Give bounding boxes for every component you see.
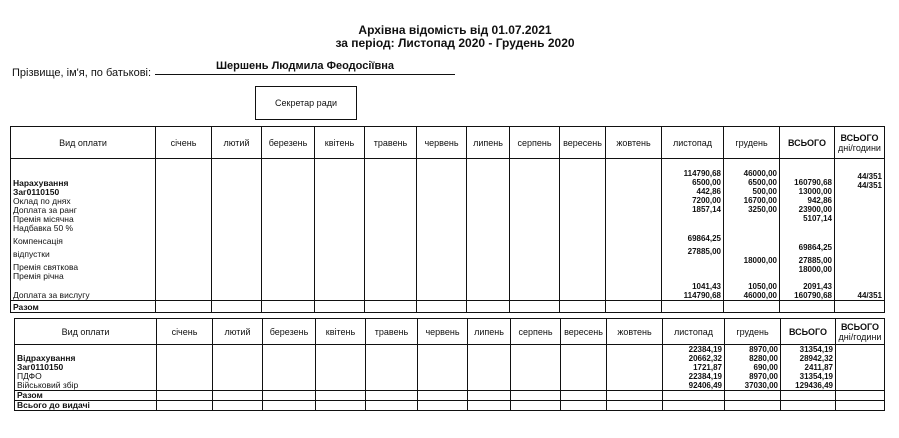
- empty-cell: [316, 401, 366, 411]
- empty-cell: [510, 301, 560, 313]
- empty-cell: [781, 391, 836, 401]
- accrual-nov-value: 442,86: [696, 187, 721, 196]
- accrual-nov-value: 1857,14: [692, 205, 721, 214]
- empty-cell: [560, 159, 606, 301]
- deduction-label: Військовий збір: [17, 380, 79, 390]
- empty-cell: [316, 391, 366, 401]
- accruals-header-row: [11, 127, 885, 159]
- col-header-sep: вересень: [561, 319, 607, 345]
- col-header-nov: листопад: [663, 319, 725, 345]
- deduction-total-value: 31354,19: [799, 345, 833, 354]
- accrual-nov-value: 69864,25: [687, 234, 721, 243]
- empty-cell: [511, 401, 561, 411]
- accrual-label: Премія місячна: [13, 214, 74, 224]
- empty-cell: [263, 401, 316, 411]
- deductions-table: [14, 318, 885, 411]
- accrual-label: відпустки: [13, 249, 50, 259]
- empty-cell: [212, 301, 262, 313]
- accrual-total-value: 18000,00: [798, 265, 832, 274]
- empty-cell: [365, 159, 417, 301]
- deductions-sum-row: [15, 391, 885, 401]
- col-header-feb: лютий: [212, 127, 262, 159]
- empty-cell: [262, 301, 315, 313]
- empty-cell: [315, 159, 365, 301]
- accrual-total-value: 2091,43: [803, 282, 832, 291]
- empty-cell: [213, 391, 263, 401]
- empty-cell: [366, 345, 418, 391]
- empty-cell: [156, 301, 212, 313]
- empty-cell: [607, 401, 663, 411]
- deduction-total-value: 129436,49: [795, 381, 833, 390]
- empty-cell: [212, 159, 262, 301]
- col-header-oct: жовтень: [606, 127, 662, 159]
- col-header-jan: січень: [157, 319, 213, 345]
- col-header-sep: вересень: [560, 127, 606, 159]
- accrual-total-cell: [780, 159, 835, 301]
- empty-cell: [467, 301, 510, 313]
- empty-cell: [511, 345, 561, 391]
- accrual-nov-cell: [662, 159, 724, 301]
- accruals-table: [10, 126, 885, 313]
- accrual-label: Доплата за вислугу: [13, 290, 90, 300]
- net-pay-row: [15, 401, 885, 411]
- col-header-nov: листопад: [662, 127, 724, 159]
- empty-cell: [365, 301, 417, 313]
- empty-cell: [511, 391, 561, 401]
- accrual-labels-cell: [11, 159, 156, 301]
- empty-cell: [606, 159, 662, 301]
- empty-cell: [263, 391, 316, 401]
- accrual-nov-value: 6500,00: [692, 178, 721, 187]
- col-header-total: ВСЬОГО: [781, 319, 836, 345]
- accrual-total-value: 27885,00: [798, 256, 832, 265]
- deduction-dec-cell: [725, 345, 781, 391]
- col-header-jun: червень: [418, 319, 468, 345]
- empty-cell: [157, 401, 213, 411]
- col-header-oct: жовтень: [607, 319, 663, 345]
- empty-cell: [417, 301, 467, 313]
- col-header-type: Вид оплати: [11, 127, 156, 159]
- accrual-days-value: 44/351: [857, 181, 882, 190]
- empty-cell: [836, 345, 885, 391]
- deduction-nov-value: 22384,19: [688, 345, 722, 354]
- deduction-label: Заг0110150: [17, 362, 64, 372]
- deduction-label: ПДФО: [17, 371, 42, 381]
- col-header-days-hours: [836, 319, 885, 345]
- col-header-jul: липень: [468, 319, 511, 345]
- deduction-dec-value: 8970,00: [749, 372, 778, 381]
- accrual-dec-value: 500,00: [752, 187, 777, 196]
- deduction-total-value: 2411,87: [804, 363, 833, 372]
- col-header-may: травень: [366, 319, 418, 345]
- empty-cell: [561, 401, 607, 411]
- empty-cell: [607, 391, 663, 401]
- accrual-dec-cell: [724, 159, 780, 301]
- empty-cell: [366, 391, 418, 401]
- col-header-apr: квітень: [316, 319, 366, 345]
- days-hours-line-2: дні/години: [838, 331, 882, 342]
- accrual-label: Надбавка 50 %: [13, 223, 74, 233]
- empty-cell: [468, 391, 511, 401]
- empty-cell: [836, 391, 885, 401]
- accrual-dec-value: 3250,00: [748, 205, 777, 214]
- accrual-label: Премія святкова: [13, 262, 79, 272]
- empty-cell: [560, 301, 606, 313]
- accrual-total-value: 160790,68: [794, 291, 832, 300]
- empty-cell: [468, 345, 511, 391]
- deduction-dec-value: 8970,00: [749, 345, 778, 354]
- deduction-nov-value: 1721,87: [693, 363, 722, 372]
- col-header-may: травень: [365, 127, 417, 159]
- position-label: Секретар ради: [275, 98, 337, 108]
- person-label: Прізвище, ім'я, по батькові:: [12, 67, 152, 79]
- deduction-nov-value: 92406,49: [688, 381, 722, 390]
- document-title: [250, 24, 660, 50]
- days-hours-line-1: ВСЬОГО: [841, 321, 879, 332]
- col-header-dec: грудень: [725, 319, 781, 345]
- empty-cell: [561, 345, 607, 391]
- empty-cell: [315, 301, 365, 313]
- accruals-total-label: Разом: [11, 301, 156, 313]
- person-name: Шершень Людмила Феодосіївна: [155, 60, 455, 75]
- deductions-sum-label: Разом: [15, 391, 157, 401]
- accrual-label: Заг0110150: [13, 187, 60, 197]
- accrual-label: Компенсація: [13, 236, 63, 246]
- col-header-apr: квітень: [315, 127, 365, 159]
- empty-cell: [418, 391, 468, 401]
- col-header-total: ВСЬОГО: [780, 127, 835, 159]
- empty-cell: [213, 345, 263, 391]
- deduction-dec-value: 690,00: [753, 363, 778, 372]
- accrual-dec-value: 46000,00: [743, 169, 777, 178]
- col-header-mar: березень: [262, 127, 315, 159]
- empty-cell: [157, 345, 213, 391]
- empty-cell: [780, 301, 835, 313]
- accrual-nov-value: 114790,68: [683, 169, 721, 178]
- col-header-jun: червень: [417, 127, 467, 159]
- deduction-labels-cell: [15, 345, 157, 391]
- accrual-total-value: 942,86: [807, 196, 832, 205]
- empty-cell: [835, 301, 885, 313]
- col-header-aug: серпень: [511, 319, 561, 345]
- accrual-nov-value: 7200,00: [692, 196, 721, 205]
- empty-cell: [316, 345, 366, 391]
- empty-cell: [468, 401, 511, 411]
- deductions-body-row: [15, 345, 885, 391]
- title-line-2: за період: Листопад 2020 - Грудень 2020: [335, 36, 575, 50]
- empty-cell: [607, 345, 663, 391]
- empty-cell: [561, 391, 607, 401]
- position-box: [255, 86, 357, 120]
- empty-cell: [213, 401, 263, 411]
- empty-cell: [156, 159, 212, 301]
- title-line-1: Архівна відомість від 01.07.2021: [358, 23, 552, 37]
- deduction-dec-value: 37030,00: [744, 381, 778, 390]
- empty-cell: [262, 159, 315, 301]
- net-pay-label: Всього до видачі: [15, 401, 157, 411]
- col-header-type: Вид оплати: [15, 319, 157, 345]
- deduction-dec-value: 8280,00: [749, 354, 778, 363]
- accrual-days-value: 44/351: [857, 172, 882, 181]
- empty-cell: [725, 401, 781, 411]
- days-hours-line-1: ВСЬОГО: [840, 132, 879, 143]
- col-header-jul: липень: [467, 127, 510, 159]
- accrual-dec-value: 18000,00: [743, 256, 777, 265]
- col-header-dec: грудень: [724, 127, 780, 159]
- empty-cell: [662, 301, 724, 313]
- empty-cell: [510, 159, 560, 301]
- accrual-total-value: 13000,00: [798, 187, 832, 196]
- empty-cell: [663, 401, 725, 411]
- deduction-nov-cell: [663, 345, 725, 391]
- deduction-total-value: 28942,32: [799, 354, 833, 363]
- accruals-body-row: [11, 159, 885, 301]
- deduction-total-value: 31354,19: [799, 372, 833, 381]
- deductions-header-row: [15, 319, 885, 345]
- col-header-feb: лютий: [213, 319, 263, 345]
- accrual-dec-value: 46000,00: [743, 291, 777, 300]
- accrual-dec-value: 6500,00: [748, 178, 777, 187]
- accrual-total-value: 69864,25: [798, 243, 832, 252]
- accrual-nov-value: 1041,43: [692, 282, 721, 291]
- col-header-days-hours: [835, 127, 885, 159]
- accrual-total-value: 160790,68: [794, 178, 832, 187]
- empty-cell: [418, 401, 468, 411]
- empty-cell: [417, 159, 467, 301]
- accrual-dec-value: 16700,00: [743, 196, 777, 205]
- deduction-label: Відрахування: [17, 353, 76, 363]
- col-header-jan: січень: [156, 127, 212, 159]
- empty-cell: [724, 301, 780, 313]
- empty-cell: [663, 391, 725, 401]
- empty-cell: [157, 391, 213, 401]
- accrual-label: Оклад по днях: [13, 196, 71, 206]
- accrual-days-value: 44/351: [857, 291, 882, 300]
- empty-cell: [606, 301, 662, 313]
- accrual-total-value: 5107,14: [803, 214, 832, 223]
- deduction-total-cell: [781, 345, 836, 391]
- col-header-aug: серпень: [510, 127, 560, 159]
- accruals-total-row: [11, 301, 885, 313]
- days-hours-line-2: дні/години: [838, 142, 881, 153]
- empty-cell: [836, 401, 885, 411]
- empty-cell: [725, 391, 781, 401]
- accrual-label: Нарахування: [13, 178, 69, 188]
- empty-cell: [263, 345, 316, 391]
- empty-cell: [418, 345, 468, 391]
- deduction-nov-value: 22384,19: [688, 372, 722, 381]
- accrual-label: Доплата за ранг: [13, 205, 77, 215]
- col-header-mar: березень: [263, 319, 316, 345]
- empty-cell: [366, 401, 418, 411]
- accrual-total-value: 23900,00: [798, 205, 832, 214]
- accrual-days-cell: [835, 159, 885, 301]
- accrual-nov-value: 27885,00: [687, 247, 721, 256]
- accrual-dec-value: 1050,00: [748, 282, 777, 291]
- empty-cell: [781, 401, 836, 411]
- accrual-nov-value: 114790,68: [683, 291, 721, 300]
- accrual-label: Премія річна: [13, 271, 64, 281]
- empty-cell: [467, 159, 510, 301]
- deduction-nov-value: 20662,32: [688, 354, 722, 363]
